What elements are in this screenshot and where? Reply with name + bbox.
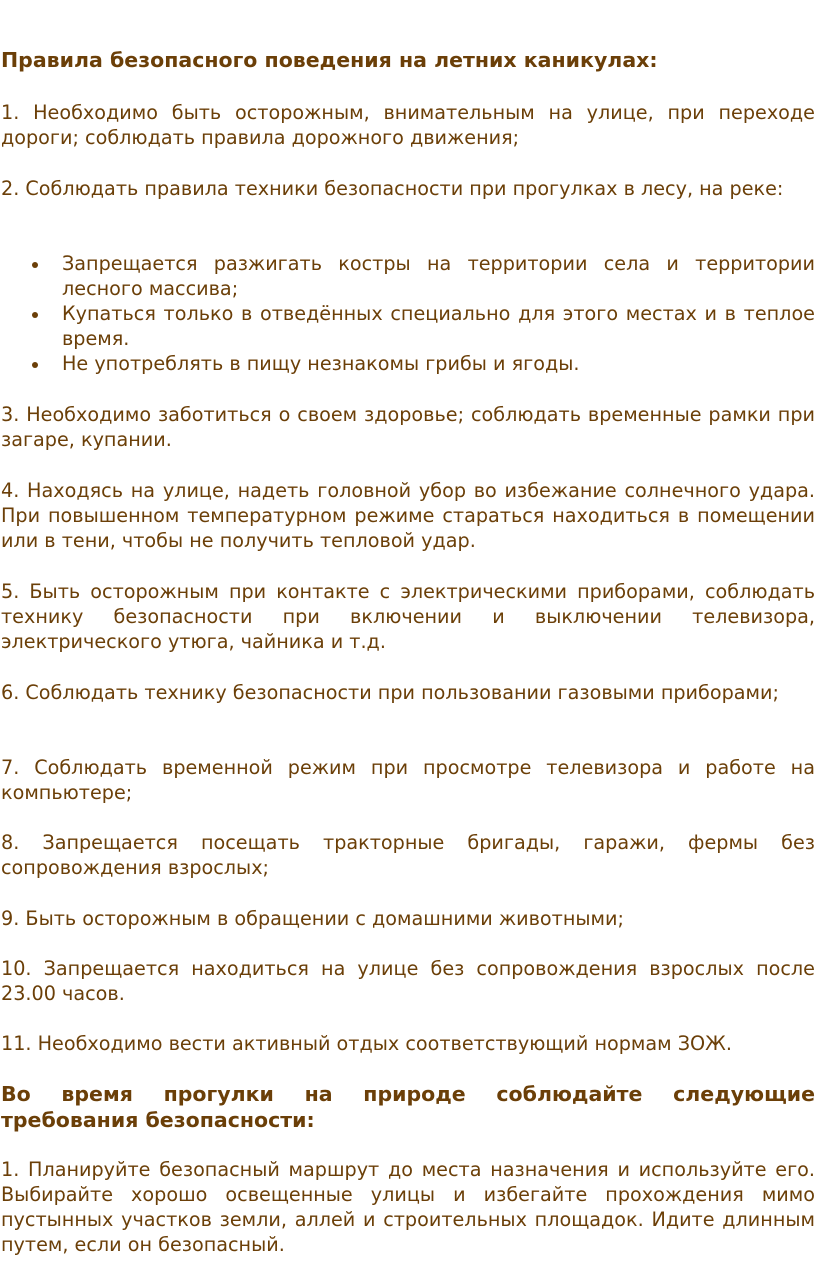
bullet-icon [32, 262, 38, 268]
walk-rule-1: 1. Планируйте безопасный маршрут до места назначения и используйте его. Выбирайте хорошо освещенные улицы и избегайте прохождения мимо пустынных участков земли, аллей и строительных площадок. Идите длинным путем, если он безопасный. [1, 1158, 815, 1256]
rule-3: 3. Необходимо заботиться о своем здоровье; соблюдать временные рамки при загаре, купании. [1, 403, 815, 451]
rule-8: 8. Запрещается посещать тракторные бригады, гаражи, фермы без сопровождения взрослых; [1, 831, 815, 879]
rule-11: 11. Необходимо вести активный отдых соответствующий нормам ЗОЖ. [1, 1032, 732, 1055]
rule-10: 10. Запрещается находиться на улице без сопровождения взрослых после 23.00 часов. [1, 957, 815, 1005]
bullet-icon [32, 312, 38, 318]
forest-bullet-list [1, 251, 815, 376]
rule-7: 7. Соблюдать временной режим при просмотре телевизора и работе на компьютере; [1, 756, 815, 804]
bullet-icon [32, 362, 38, 368]
list-item [1, 351, 815, 376]
document-title: Правила безопасного поведения на летних каникулах: [1, 48, 658, 72]
list-item [1, 301, 815, 351]
rule-6: 6. Соблюдать технику безопасности при пользовании газовыми приборами; [1, 681, 779, 704]
bullet-text: Купаться только в отведённых специально для этого местах и в теплое время. [62, 302, 815, 350]
list-item [1, 251, 815, 301]
rule-2: 2. Соблюдать правила техники безопасности при прогулках в лесу, на реке: [1, 177, 784, 200]
rule-9: 9. Быть осторожным в обращении с домашними животными; [1, 907, 624, 930]
rule-5: 5. Быть осторожным при контакте с электрическими приборами, соблюдать технику безопасности при включении и выключении телевизора, электрического утюга, чайника и т.д. [1, 580, 815, 653]
walk-safety-heading: Во время прогулки на природе соблюдайте следующие требования безопасности: [1, 1082, 815, 1132]
rule-4: 4. Находясь на улице, надеть головной убор во избежание солнечного удара. При повышенном температурном режиме стараться находиться в помещении или в тени, чтобы не получить тепловой удар. [1, 479, 815, 552]
bullet-text: Запрещается разжигать костры на территории села и территории лесного массива; [62, 252, 815, 300]
bullet-text: Не употреблять в пищу незнакомы грибы и ягоды. [62, 352, 580, 375]
rule-1: 1. Необходимо быть осторожным, внимательным на улице, при переходе дороги; соблюдать правила дорожного движения; [1, 101, 815, 149]
